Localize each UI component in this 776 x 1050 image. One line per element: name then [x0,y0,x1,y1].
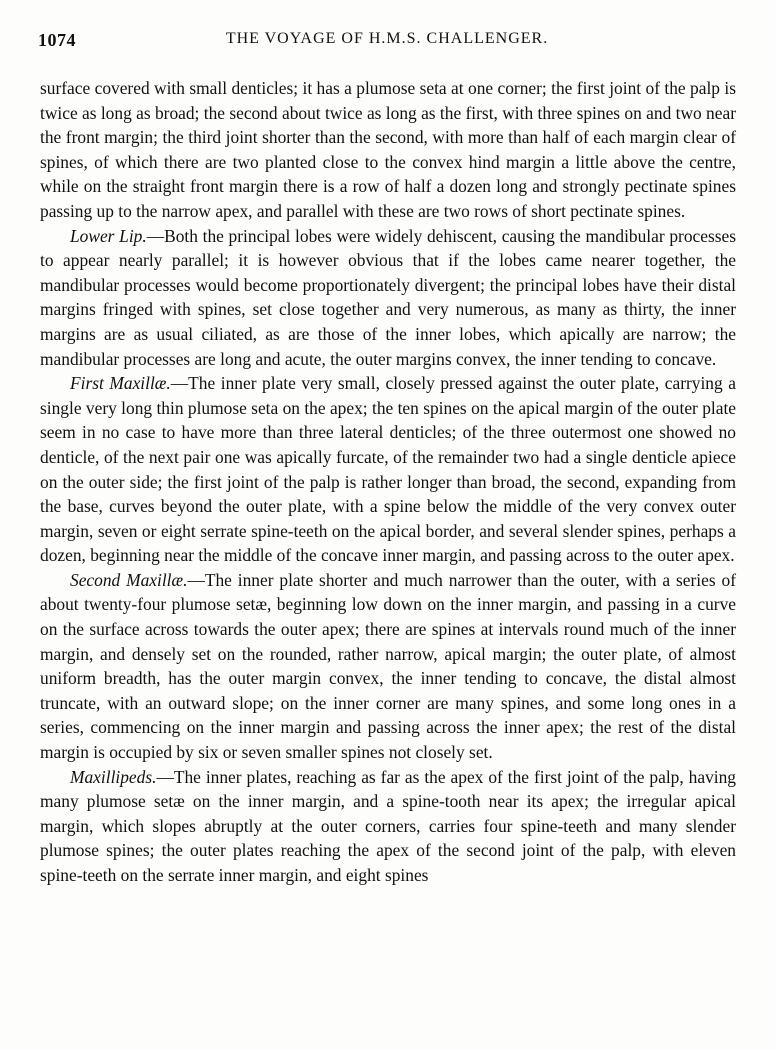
body-text [40,76,736,888]
paragraph-text: —Both the principal lobes were widely dehiscent, causing the mandibular processes to appear nearly parallel; it is however obvious that if the lobes came nearer together, the mandibular processes would become proportionately divergent; the principal lobes have their distal margins fringed with spines, set close together and very numerous, as many as thirty, the inner margins are as usual ciliated, as are those of the inner lobes, which apically are narrow; the mandibular processes are long and acute, the outer margins convex, the inner tending to concave. [40,225,736,369]
section-title: Second Maxillæ. [70,569,188,590]
paragraph-text: surface covered with small denticles; it has a plumose seta at one corner; the first joint of the palp is twice as long as broad; the second about twice as long as the first, with three spines on and two near the front margin; the third joint shorter than the second, with more than half of each margin clear of spines, of which there are two planted close to the convex hind margin a little above the centre, while on the straight front margin there is a row of half a dozen long and strongly pectinate spines passing up to the narrow apex, and parallel with these are two rows of short pectinate spines. [40,78,736,221]
section-title: Maxillipeds. [70,766,157,787]
section-title: First Maxillæ. [70,373,171,394]
paragraph-maxillipeds [40,765,736,888]
page-header [38,30,736,54]
paragraph-second-maxillae [40,568,736,765]
paragraph-first-maxillae [40,371,736,568]
running-title: THE VOYAGE OF H.M.S. CHALLENGER. [225,30,549,47]
paragraph-text: —The inner plate very small, closely pressed against the outer plate, carrying a single very long thin plumose seta on the apex; the ten spines on the apical margin of the outer plate seem in no case to have more than three lateral denticles; of the three outermost one showed no denticle, of the next pair one was apically furcate, of the remainder two had a single denticle apiece on the outer side; the first joint of the palp is rather longer than broad, the second, expanding from the base, curves beyond the outer plate, with a spine below the middle of the very convex outer margin, seven or eight serrate spine-teeth on the apical border, and several slender spines, perhaps a dozen, beginning near the middle of the concave inner margin, and passing across to the outer apex. [40,373,736,566]
paragraph-text: —The inner plates, reaching as far as the apex of the first joint of the palp, having many plumose setæ on the inner margin, and a spine-tooth near its apex; the irregular apical margin, which slopes abruptly at the outer corners, carries four spine-teeth and many slender plumose spines; the outer plates reaching the apex of the second joint of the palp, with eleven spine-teeth on the serrate inner margin, and eight spines [40,766,736,885]
paragraph-mandible-continued [40,76,736,224]
paragraph-text: —The inner plate shorter and much narrower than the outer, with a series of about twenty-four plumose setæ, beginning low down on the inner margin, and passing in a curve on the surface across towards the outer apex; there are spines at intervals round much of the inner margin, and densely set on the rounded, rather narrow, apical margin; the outer plate, of almost uniform breadth, has the outer margin convex, the inner tending to concave, the distal almost truncate, with an outward slope; on the inner corner are many spines, and some long ones in a series, commencing on the inner margin and passing across the inner apex; the rest of the distal margin is occupied by six or seven smaller spines not closely set. [40,569,736,763]
page-number: 1074 [38,30,76,50]
section-title: Lower Lip. [70,225,147,246]
paragraph-lower-lip [40,224,736,372]
